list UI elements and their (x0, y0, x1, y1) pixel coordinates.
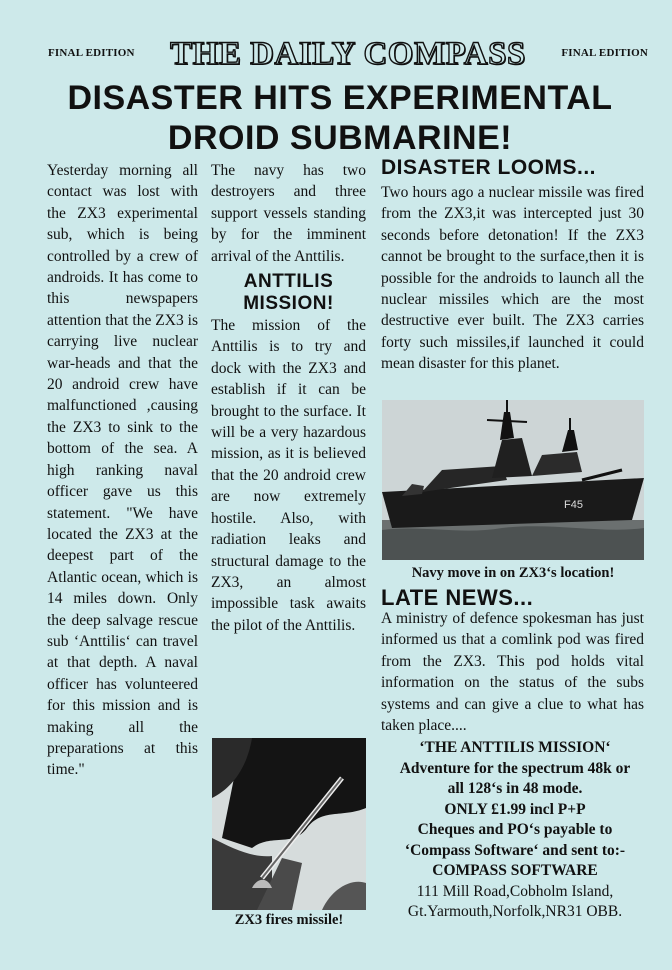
advert-address-line2: Gt.Yarmouth,Norfolk,NR31 OBB. (407, 903, 623, 920)
missile-photo (212, 738, 366, 910)
late-news-column (381, 608, 644, 736)
late-news-body: A ministry of defence spokesman has just informed us that a comlink pod was fired from the ZX3. This pod holds vital information on the status of the subs systems and can give a clue to what has taken place.... (381, 610, 644, 735)
edition-label-left: FINAL EDITION (48, 47, 135, 59)
advert-payment-line2: ‘Compass Software‘ and sent to:- (404, 841, 626, 859)
advert-platform-line1: Adventure for the spectrum 48k or (399, 759, 631, 777)
ship-photo-caption: Navy move in on ZX3‘s location! (411, 565, 615, 581)
article-intro: The navy has two destroyers and three support vessels standing by for the imminent arrival of the Anttilis. (211, 162, 366, 265)
article-text: Yesterday morning all contact was lost with the ZX3 experimental sub, which is being controlled by a crew of androids. It has come to this newspapers attention that the ZX3 is carrying live nuclear war-heads and that the 20 android crew have malfunctioned ,causing the ZX3 to sink to the bottom of the sea. A high ranking naval officer gave us this statement. "We have located the ZX3 at the deepest part of the Atlantic ocean, which is 14 miles down. Only the deep salvage rescue sub ‘Anttilis‘ can travel at that depth. A naval officer has volunteered for this mission and is making all the preparations at this time." (47, 162, 198, 779)
hull-number: F45 (564, 499, 583, 511)
main-headline-line2: DROID SUBMARINE! (167, 119, 513, 157)
subhead-late-news: LATE NEWS... (381, 585, 534, 610)
masthead (48, 38, 648, 72)
subhead-disaster-looms: DISASTER LOOMS... (381, 156, 597, 179)
subhead-mission: MISSION! (243, 293, 334, 315)
subhead-anttilis: ANTTILIS (243, 271, 334, 293)
article-body-disaster: Two hours ago a nuclear missile was fired from the ZX3,it was intercepted just 30 seconds before detonation! If the ZX3 cannot be brought to the surface,then it is possible for the androids to launch all the nuclear missiles which are the most destructive ever built. The ZX3 carries forty such missiles,if launched it could mean disaster for this planet. (381, 184, 644, 373)
newspaper-title: THE DAILY COMPASS (170, 36, 526, 72)
advert-platform-line2: all 128‘s in 48 mode. (447, 780, 583, 797)
article-column-2 (211, 160, 366, 636)
advert-company: COMPASS SOFTWARE (432, 862, 598, 879)
advert-payment-line1: Cheques and PO‘s payable to (417, 821, 613, 838)
advert-title: ‘THE ANTTILIS MISSION‘ (419, 739, 611, 756)
article-column-3 (381, 182, 644, 375)
game-advert (380, 738, 650, 923)
main-headline-line1: DISASTER HITS EXPERIMENTAL (67, 79, 613, 117)
advert-address-line1: 111 Mill Road,Cobholm Island, (416, 882, 614, 900)
article-body: The mission of the Anttilis is to try and dock with the ZX3 and establish if it can be brought to the surface. It will be a very hazardous mission, as it is believed that the 20 android crew are now extremely hostile. Also, with radiation leaks and structural damage to the ZX3, an almost impossible task awaits the pilot of the Anttilis. (211, 317, 366, 634)
edition-label-right: FINAL EDITION (561, 47, 648, 59)
missile-photo-caption: ZX3 fires missile! (234, 912, 344, 928)
advert-price: ONLY £1.99 incl P+P (444, 800, 586, 818)
article-column-1 (47, 160, 198, 781)
navy-ship-photo (382, 400, 644, 560)
